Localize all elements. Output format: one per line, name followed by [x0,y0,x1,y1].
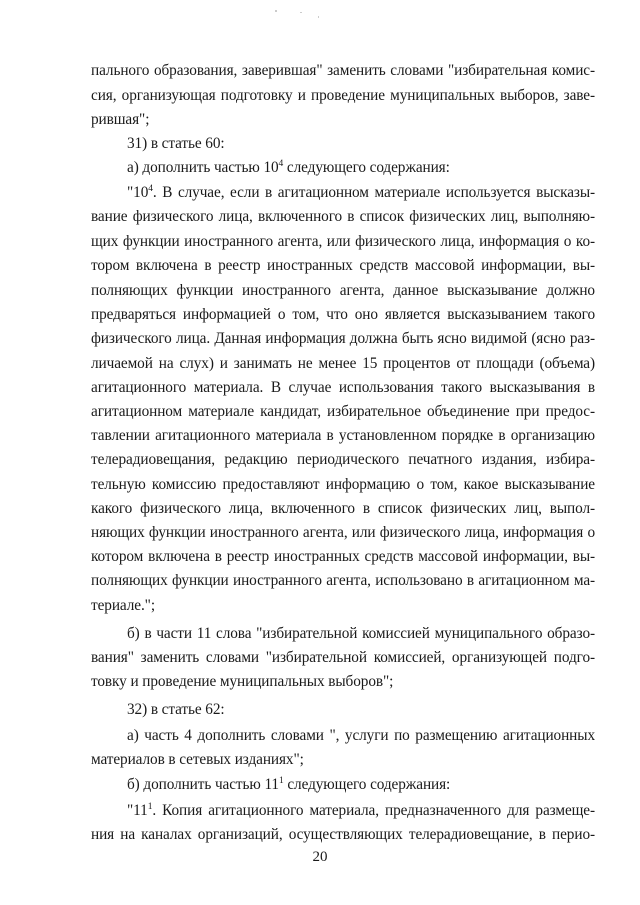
text-line: физического лица. Данная информация должна быть ясно видимой (ясно раз- [91,330,595,347]
text-line: агитационного материала. В случае использования такого высказывания в [91,379,595,396]
text-fragment: . Копия агитационного материала, предназначенного для размеще- [152,802,595,819]
text-line: ния на каналах организаций, осуществляющих телерадиовещание, в перио- [91,826,595,843]
text-line: сия, организующая подготовку и проведение муниципальных выборов, заве- [91,87,595,104]
text-fragment: следующего содержания: [283,776,451,793]
text-fragment: следующего содержания: [283,159,450,176]
scan-artifact [300,12,302,13]
text-line: тором включена в реестр иностранных средств массовой информации, вы- [91,257,595,274]
text-line: 32) в статье 62: [127,701,225,718]
text-line [127,799,595,823]
text-line: а) часть 4 дополнить словами ", услуги по размещению агитационных [127,727,595,744]
text-line: материалов в сетевых изданиях"; [91,751,304,768]
text-line: рившая"; [91,111,150,128]
text-line: б) в части 11 слова "избирательной комиссией муниципального образо- [127,625,595,642]
text-line: щих функции иностранного агента, или физического лица, информация о ко- [91,233,595,250]
text-line: няющих функции иностранного агента, или физического лица, информация о [91,524,595,541]
text-line: телерадиовещания, редакцию периодического печатного издания, избира- [91,451,595,468]
text-fragment: "11 [127,802,148,819]
superscript: 1 [147,802,153,812]
text-line: предваряться информацией о том, что оно является высказыванием такого [91,306,595,323]
text-line: пального образования, заверившая" заменить словами "избирательная комис- [91,62,595,79]
text-line: вание физического лица, включенного в список физических лиц, выполняю- [91,208,595,225]
text-fragment: б) дополнить частью 11 [127,776,279,793]
text-fragment: а) дополнить частью 10 [127,159,279,176]
text-fragment: "10 [127,184,149,201]
scan-artifact [275,10,277,12]
text-line [127,181,595,205]
text-line: полняющих функции иностранного агента, использовано в агитационном ма- [91,572,595,589]
superscript: 1 [278,776,284,786]
text-fragment: . В случае, если в агитационном материале используется высказы- [152,184,595,201]
superscript: 4 [278,159,284,169]
scan-artifact [318,16,319,18]
text-line: 31) в статье 60: [127,135,225,152]
text-line: териале."; [91,597,155,614]
text-line: котором включена в реестр иностранных средств массовой информации, вы- [91,548,595,565]
text-line [127,773,595,797]
text-line [127,156,595,180]
page-number: 20 [312,849,328,865]
text-line: агитационном материале кандидат, избирательное объединение при предос- [91,403,595,420]
text-line: какого физического лица, включенного в список физических лиц, выпол- [91,500,595,517]
text-line: вания" заменить словами "избирательной комиссией, организующей подго- [91,649,595,666]
text-line: тельную комиссию предоставляют информацию о том, какое высказывание [91,476,595,493]
text-line: товку и проведение муниципальных выборов"; [91,673,394,690]
text-line: полняющих функции иностранного агента, данное высказывание должно [91,282,595,299]
superscript: 4 [148,184,153,194]
text-line: тавлении агитационного материала в установленном порядке в организацию [91,427,595,444]
text-line: личаемой на слух) и занимать не менее 15 процентов от площади (объема) [91,355,595,372]
